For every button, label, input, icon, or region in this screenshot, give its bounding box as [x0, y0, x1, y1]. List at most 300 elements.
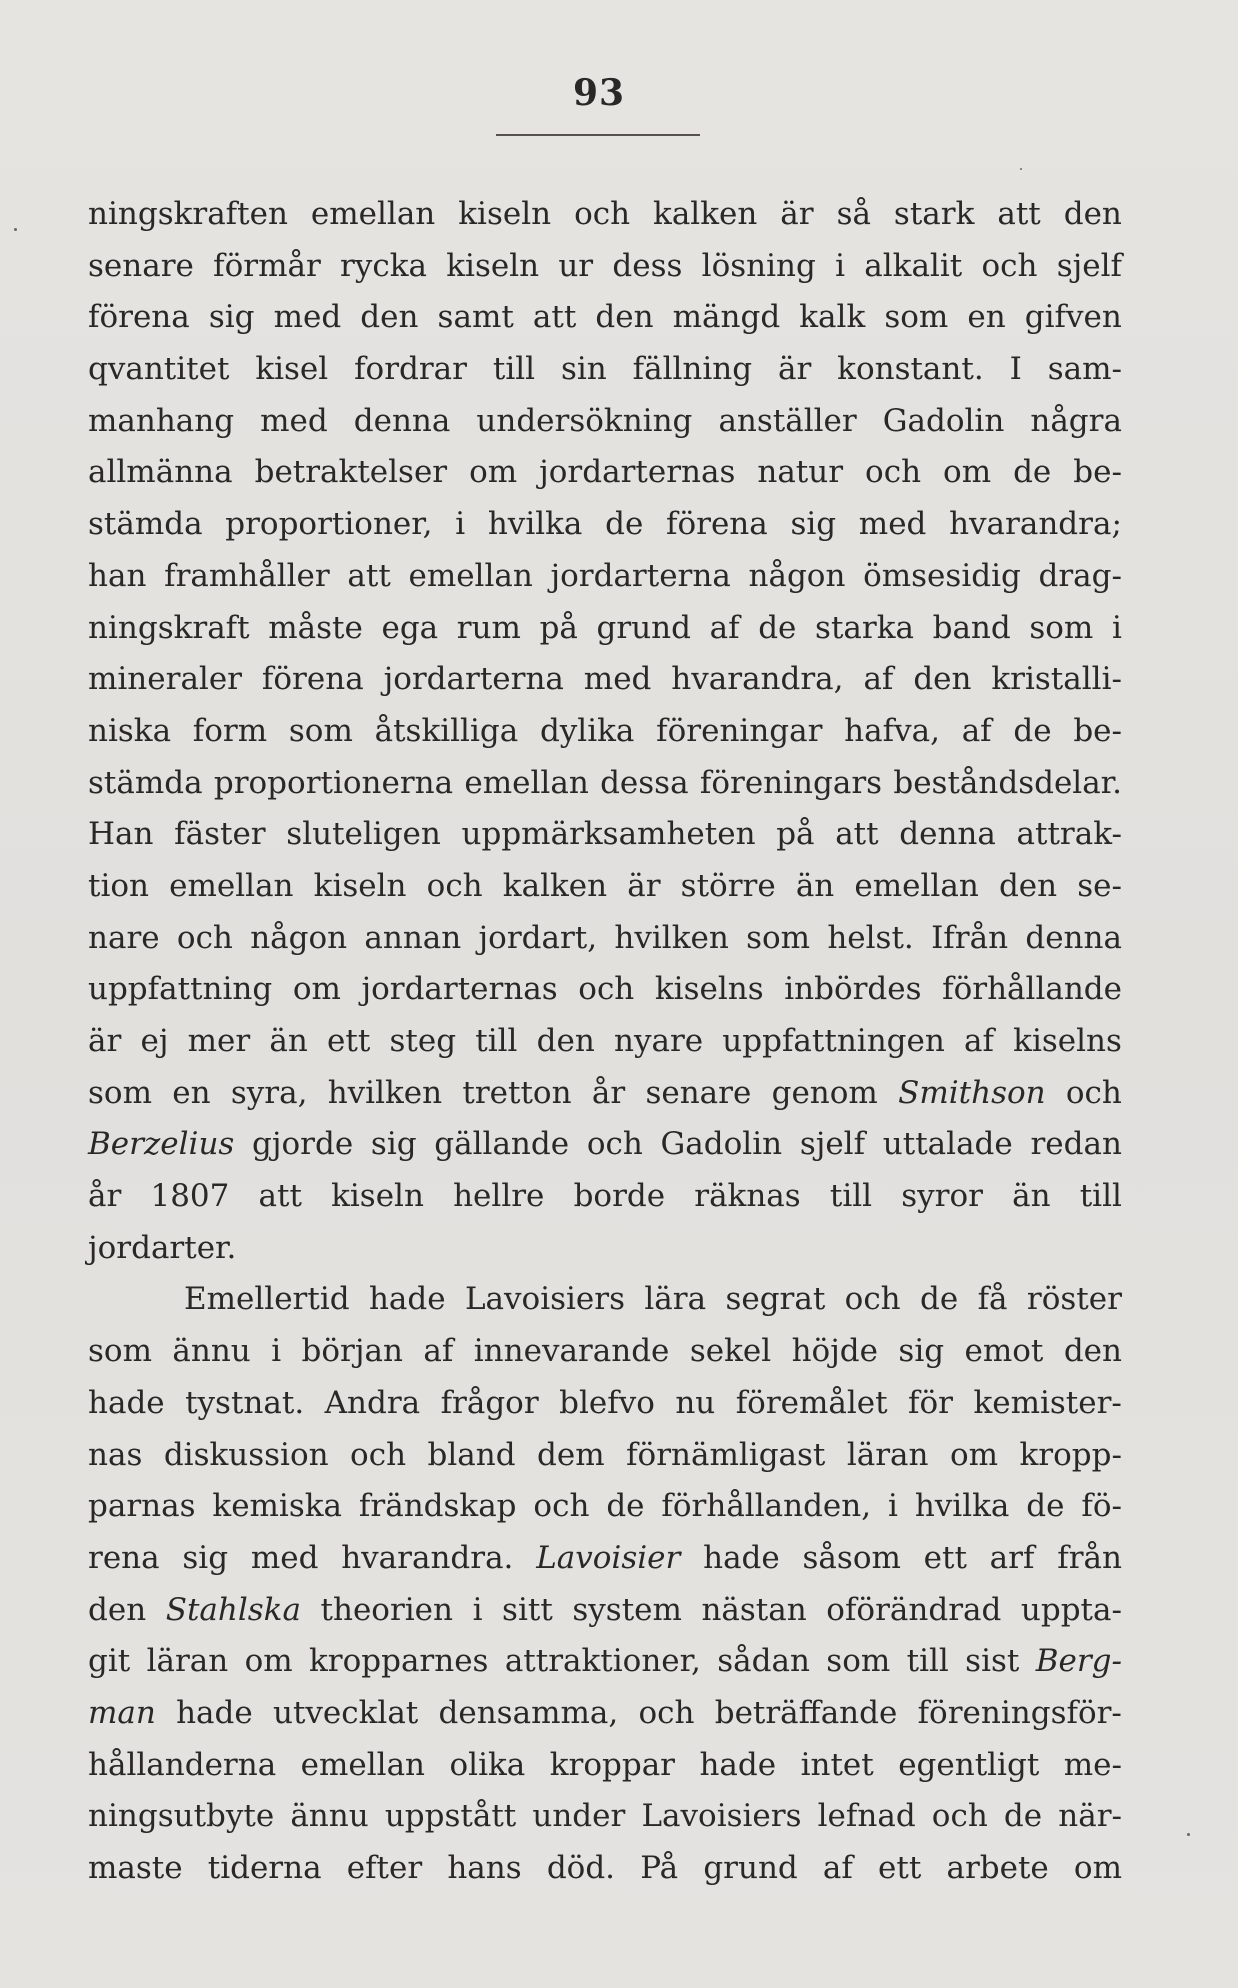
- word: åtskilliga: [374, 712, 519, 749]
- text-line: [88, 241, 1122, 293]
- word: och: [1065, 1074, 1122, 1111]
- word: röster: [1026, 1281, 1122, 1318]
- word: af: [961, 712, 992, 749]
- word: rum: [456, 609, 521, 646]
- word: till: [906, 1643, 949, 1680]
- word: läran: [846, 1436, 929, 1473]
- word: kalken: [653, 196, 758, 232]
- word: än: [269, 1023, 308, 1059]
- word: föreningsför-: [917, 1694, 1122, 1731]
- text-line: [88, 758, 1122, 810]
- word: starka: [815, 609, 914, 646]
- word: kiseln: [313, 867, 407, 904]
- word: som: [88, 1074, 152, 1111]
- word: sluteligen: [286, 816, 441, 853]
- word: Lavoisiers: [641, 1798, 802, 1835]
- word: nästan: [701, 1591, 807, 1628]
- word: den: [360, 299, 419, 336]
- word: uppfattning: [88, 971, 273, 1008]
- word: borde: [573, 1178, 666, 1215]
- word: attraktioner,: [504, 1643, 701, 1680]
- word: föremålet: [735, 1384, 888, 1421]
- word: ningskraft: [88, 609, 250, 646]
- word: sig: [182, 1539, 229, 1576]
- word: i: [472, 1591, 483, 1628]
- text-line: [88, 1326, 1122, 1378]
- word: höjde: [791, 1333, 878, 1370]
- word: ett: [923, 1539, 967, 1576]
- word: hade: [703, 1539, 780, 1576]
- text-line: [88, 1274, 1122, 1326]
- word: betraktelser: [254, 454, 448, 491]
- word: är: [627, 867, 661, 904]
- word: proportionerna: [213, 764, 454, 801]
- word: lefnad: [817, 1798, 916, 1835]
- word: och: [426, 867, 483, 904]
- word: lära: [644, 1281, 707, 1318]
- word: kiselns: [654, 971, 764, 1008]
- word: ningsutbyte: [88, 1798, 275, 1835]
- word: och: [533, 1488, 590, 1525]
- word: jordarterna: [550, 557, 731, 594]
- word: intet: [800, 1746, 874, 1783]
- word: jordarternas: [539, 454, 736, 491]
- word: rena: [88, 1539, 160, 1576]
- word: nare: [88, 919, 160, 956]
- word: emellan: [408, 557, 533, 594]
- text-line: [88, 189, 1122, 241]
- word: denna: [1025, 919, 1122, 956]
- word: efter: [346, 1850, 423, 1886]
- word: och: [586, 1126, 643, 1163]
- word: ej: [140, 1023, 169, 1059]
- word: de: [920, 1281, 959, 1318]
- word: egentligt: [898, 1746, 1040, 1783]
- word: och: [981, 247, 1038, 284]
- word: måste: [268, 609, 363, 646]
- word: me-: [1063, 1746, 1122, 1783]
- word: tretton: [462, 1074, 572, 1111]
- word: band: [932, 609, 1011, 646]
- word: grund: [596, 609, 691, 646]
- word: Han: [88, 816, 154, 853]
- word: hade: [176, 1694, 253, 1731]
- body-text: [88, 189, 1122, 1895]
- word: hvarandra.: [341, 1539, 514, 1576]
- word: och: [865, 454, 922, 491]
- word: och: [638, 1694, 695, 1731]
- word: mängd: [672, 299, 781, 336]
- text-line: [88, 1688, 1122, 1740]
- word: om: [1073, 1850, 1122, 1886]
- word: några: [1030, 402, 1122, 439]
- word: och: [350, 1436, 407, 1473]
- word: helst.: [827, 919, 914, 956]
- word: de: [1003, 1798, 1043, 1835]
- word: stark: [893, 196, 975, 232]
- word: ännu: [290, 1798, 369, 1835]
- word: Gadolin: [660, 1126, 783, 1163]
- word: qvantitet: [88, 351, 230, 388]
- text-line: [88, 1430, 1122, 1482]
- word: hvilka: [914, 1488, 1010, 1525]
- word: proportioner,: [225, 506, 433, 543]
- text-line: [88, 396, 1122, 448]
- word: den: [595, 299, 654, 336]
- word: syra,: [230, 1074, 308, 1111]
- word: grund: [703, 1850, 798, 1886]
- word: attrak-: [1016, 816, 1122, 853]
- word: med: [858, 506, 927, 543]
- word: hvilken: [614, 919, 729, 956]
- word: till: [1079, 1178, 1122, 1215]
- word: ännu: [172, 1333, 251, 1370]
- word: död.: [546, 1850, 616, 1886]
- text-line: [88, 499, 1122, 551]
- word: någon: [748, 557, 846, 594]
- text-line: [88, 706, 1122, 758]
- word: mineraler: [88, 661, 243, 698]
- word: till: [829, 1178, 873, 1215]
- text-line: [88, 292, 1122, 344]
- word: hvarandra;: [949, 506, 1122, 543]
- word: om: [943, 454, 992, 491]
- word: i: [888, 1488, 898, 1525]
- word: emellan: [464, 764, 589, 801]
- word: frågor: [440, 1384, 539, 1421]
- word: parnas: [88, 1488, 196, 1525]
- italic-word: Lavoisier: [536, 1539, 681, 1576]
- word: kroppar: [549, 1746, 675, 1783]
- word: diskussion: [163, 1436, 329, 1473]
- word: niska: [88, 712, 172, 749]
- word: dem: [537, 1436, 605, 1473]
- word: de: [758, 609, 797, 646]
- word: till: [475, 1023, 518, 1059]
- word: tystnat.: [185, 1384, 305, 1421]
- word: den: [536, 1023, 595, 1059]
- word: utvecklat: [272, 1694, 419, 1731]
- word: af: [964, 1023, 994, 1059]
- word: början: [301, 1333, 403, 1370]
- word: fäster: [174, 816, 266, 853]
- word: såsom: [802, 1539, 901, 1576]
- word: den: [88, 1591, 147, 1628]
- word: senare: [88, 247, 194, 284]
- word: den: [998, 867, 1058, 904]
- word: hvilken: [327, 1074, 443, 1111]
- text-line: [88, 1068, 1122, 1120]
- text-line: [88, 861, 1122, 913]
- text-line: [88, 913, 1122, 965]
- word: arf: [989, 1539, 1035, 1576]
- word: inbördes: [784, 971, 922, 1008]
- word: hvarandra,: [671, 661, 844, 698]
- text-line: [88, 1171, 1122, 1223]
- italic-word: Smithson: [898, 1074, 1046, 1111]
- word: läran: [146, 1643, 229, 1680]
- word: kalk: [799, 299, 866, 336]
- word: senare: [645, 1074, 752, 1111]
- word: dess: [612, 247, 683, 284]
- word: beträffande: [714, 1694, 898, 1731]
- word: densamma,: [438, 1694, 619, 1731]
- word: jordarterna: [383, 661, 564, 698]
- word: af: [822, 1850, 853, 1886]
- word: dylika: [539, 712, 635, 749]
- word: sig: [208, 299, 255, 336]
- word: denna: [899, 816, 996, 853]
- word: segrat: [725, 1281, 826, 1318]
- text-line: [88, 551, 1122, 603]
- word: uppfattningen: [722, 1023, 945, 1059]
- word: som: [826, 1643, 891, 1680]
- word: med: [250, 1539, 319, 1576]
- text-line: [88, 1016, 1122, 1068]
- word: Gadolin: [882, 402, 1005, 439]
- word: sig: [790, 506, 837, 543]
- paper-speck: [14, 228, 17, 231]
- text-line: [88, 964, 1122, 1016]
- word: mer: [187, 1023, 251, 1059]
- word: kiseln: [331, 1178, 424, 1215]
- word: jordart,: [478, 919, 598, 956]
- word: emot: [964, 1333, 1044, 1370]
- word: med: [273, 299, 342, 336]
- word: förena: [88, 299, 190, 336]
- word: när-: [1058, 1798, 1122, 1835]
- text-line: [88, 654, 1122, 706]
- word: hans: [447, 1850, 522, 1886]
- word: i: [455, 506, 466, 543]
- word: från: [1057, 1539, 1122, 1576]
- word: sitt: [502, 1591, 553, 1628]
- word: att: [997, 196, 1041, 232]
- word: under: [532, 1798, 626, 1835]
- page-number: 93: [572, 72, 626, 114]
- word: nu: [675, 1384, 716, 1421]
- word: Emellertid: [184, 1281, 350, 1318]
- word: emellan: [300, 1746, 426, 1783]
- word: ningskraften: [88, 196, 288, 232]
- text-line: [88, 1740, 1122, 1792]
- word: och: [578, 971, 635, 1008]
- word: Ifrån: [931, 919, 1009, 956]
- word: framhåller: [164, 557, 330, 594]
- word: emellan: [169, 867, 294, 904]
- word: samt: [437, 299, 514, 336]
- word: steg: [389, 1023, 457, 1059]
- word: som: [88, 1333, 152, 1370]
- word: fordrar: [354, 351, 467, 388]
- word: på: [539, 609, 578, 646]
- word: med: [583, 661, 652, 698]
- text-line: [88, 1791, 1122, 1843]
- word: redan: [1030, 1126, 1122, 1163]
- text-line: [88, 1378, 1122, 1430]
- word: olika: [449, 1746, 526, 1783]
- word: jordarternas: [361, 971, 558, 1008]
- word: nyare: [613, 1023, 704, 1059]
- word: kalken: [502, 867, 608, 904]
- word: beståndsdelar.: [893, 764, 1122, 801]
- word: theorien: [320, 1591, 453, 1628]
- word: föreningars: [699, 764, 883, 801]
- word: hållanderna: [88, 1746, 277, 1783]
- word: om: [469, 454, 518, 491]
- word: git: [88, 1643, 131, 1680]
- text-line: [88, 809, 1122, 861]
- word: frändskap: [358, 1488, 517, 1525]
- word: innevarande: [473, 1333, 670, 1370]
- word: se-: [1077, 867, 1122, 904]
- word: så: [836, 196, 871, 232]
- word: manhang: [88, 402, 235, 439]
- word: bland: [427, 1436, 516, 1473]
- word: drag-: [1038, 557, 1122, 594]
- text-line: [88, 1533, 1122, 1585]
- word: sam-: [1047, 351, 1122, 388]
- text-line: [88, 1119, 1122, 1171]
- word: räknas: [694, 1178, 801, 1215]
- word: sekel: [689, 1333, 772, 1370]
- word: sin: [560, 351, 607, 388]
- word: allmänna: [88, 454, 233, 491]
- word: om: [244, 1643, 293, 1680]
- word: hellre: [453, 1178, 545, 1215]
- word: och: [844, 1281, 901, 1318]
- word: På: [640, 1850, 679, 1886]
- word: fö-: [1081, 1488, 1122, 1525]
- word: 1807: [150, 1178, 230, 1215]
- word: tiderna: [207, 1850, 322, 1886]
- word: denna: [353, 402, 451, 439]
- word: förena: [666, 506, 768, 543]
- word: dessa: [600, 764, 689, 801]
- word: han: [88, 557, 147, 594]
- word: natur: [757, 454, 844, 491]
- word: år: [591, 1074, 626, 1111]
- word: stämda: [88, 506, 203, 543]
- word: I: [1009, 351, 1022, 388]
- word: att: [532, 299, 577, 336]
- word: system: [572, 1591, 682, 1628]
- word: att: [835, 816, 879, 853]
- word: kisel: [255, 351, 329, 388]
- word: som: [746, 919, 811, 956]
- word: än: [1012, 1178, 1051, 1215]
- word: är: [780, 196, 814, 232]
- word: om: [292, 971, 341, 1008]
- word: hade: [368, 1281, 446, 1318]
- word: kiselns: [1013, 1023, 1122, 1059]
- word: gjorde: [252, 1126, 354, 1163]
- word: de: [1013, 712, 1052, 749]
- word: någon: [250, 919, 348, 956]
- word: ömsesidig: [863, 557, 1021, 594]
- word: stämda: [88, 764, 203, 801]
- word: ett: [878, 1850, 922, 1886]
- word: kemister-: [973, 1384, 1122, 1421]
- paper-speck: [1187, 1833, 1190, 1836]
- word: de: [606, 1488, 645, 1525]
- word: är: [777, 351, 812, 388]
- word: sig: [898, 1333, 945, 1370]
- italic-word: Berzelius: [88, 1126, 235, 1163]
- word: en: [967, 299, 1006, 336]
- word: än: [795, 867, 835, 904]
- word: af: [709, 609, 740, 646]
- word: ega: [381, 609, 439, 646]
- word: emellan: [854, 867, 979, 904]
- word: tion: [88, 867, 150, 904]
- word: sådan: [717, 1643, 810, 1680]
- word: hafva,: [844, 712, 940, 749]
- word: hvilka: [487, 506, 583, 543]
- word: maste: [88, 1850, 183, 1886]
- word: sjelf: [1056, 247, 1122, 284]
- word: arbete: [946, 1850, 1049, 1886]
- word: be-: [1073, 712, 1122, 749]
- word: med: [260, 402, 328, 439]
- word: hade: [88, 1384, 165, 1421]
- text-line: [88, 1843, 1122, 1895]
- word: oförändrad: [826, 1591, 1002, 1628]
- word: större: [680, 867, 776, 904]
- word: den: [1063, 196, 1122, 232]
- word: sist: [965, 1643, 1020, 1680]
- text-line: [88, 447, 1122, 499]
- word: i: [1111, 609, 1122, 646]
- word: förnämligast: [626, 1436, 826, 1473]
- word: är: [88, 1023, 122, 1059]
- word: anställer: [718, 402, 857, 439]
- text-line: [88, 1636, 1122, 1688]
- word: förhållande: [942, 971, 1122, 1008]
- word: undersökning: [476, 402, 693, 439]
- word: som: [1029, 609, 1094, 646]
- word: lösning: [701, 247, 816, 284]
- word: som: [288, 712, 353, 749]
- word: de: [605, 506, 644, 543]
- word: för: [908, 1384, 953, 1421]
- word: om: [949, 1436, 999, 1473]
- word: nas: [88, 1436, 143, 1473]
- word: år: [88, 1178, 122, 1215]
- word: förmår: [213, 247, 321, 284]
- word: en: [172, 1074, 211, 1111]
- text-line: [88, 1481, 1122, 1533]
- word: förhållanden,: [661, 1488, 872, 1525]
- word: blefvo: [559, 1384, 655, 1421]
- word: som: [884, 299, 949, 336]
- word: uttalade: [882, 1126, 1013, 1163]
- word: Andra: [324, 1384, 421, 1421]
- word: sig: [370, 1126, 417, 1163]
- word: de: [1013, 454, 1052, 491]
- word: Lavoisiers: [464, 1281, 626, 1318]
- word: och: [574, 196, 631, 232]
- italic-word: Stahlska: [165, 1591, 301, 1628]
- word: konstant.: [837, 351, 984, 388]
- word: att: [258, 1178, 302, 1215]
- italic-word: Berg-: [1035, 1643, 1122, 1680]
- word: i: [835, 247, 846, 284]
- text-line: [88, 603, 1122, 655]
- word: jordarter.: [88, 1229, 237, 1266]
- word: den: [1063, 1333, 1122, 1370]
- word: kiseln: [446, 247, 540, 284]
